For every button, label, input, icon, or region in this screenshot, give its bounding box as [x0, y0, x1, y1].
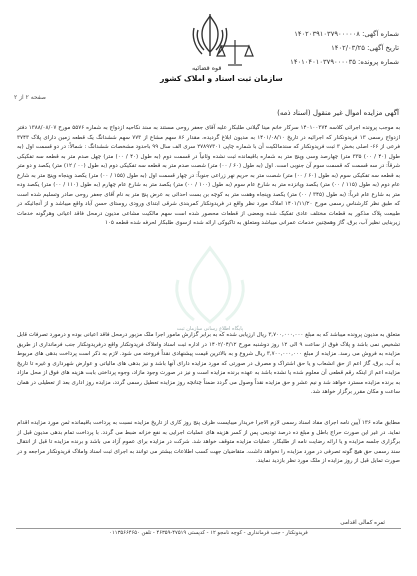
ad-date: تاریخ آگهی: ۱۴۰۲/۰۳/۲۵ [331, 44, 399, 52]
footer-address: فریدونکنار - جنب فرمانداری - کوچه نامجو ۱۲ - کدپستی ۴۷۵۱۹-۴۶۳۵۹ - تلفن ۰۱۱۳۵۶۶۴۶۵۰ [109, 530, 308, 536]
ad-title: آگهی مزایده اموال غیر منقول (اسناد ذمه) [277, 109, 399, 117]
body-paragraph-3: مطابق ماده ۱۳۶ آیین نامه اجرای مفاد اسناد رسمی لازم الاجرا خریدار میبایست ظرف پنج روز کاری از تاریخ مزایده نسبت به پرداخت باقیمانده ثمن مورد مزایده اقدام نماید. در غیر این صورت حراج باطل و مبلغ ده درصد تودیعی پس از کسر هزینه های عملیات اجرایی به نفع خزانه ضبط می گردد. با پرداخت تمام بدهی مدیون قبل از برگزاری جلسه مزایده و یا ارائه رضایت نامه از طلبکار، عملیات مزایده متوقف خواهد شد. شرکت در مزایده برای عموم آزاد می باشد و برنده مزایده تا قبل از انتقال سند رسمی حق هیچ گونه تصرفی در مورد مزایده را نخواهد داشت. متقاضیان جهت کسب اطلاعات بیشتر می توانند به اجرای ثبت اسناد واملاک فریدونکنار مراجعه و در صورت تمایل قبل از روز مزایده از ملک مورد نظر بازدید نمایند. [17, 420, 400, 465]
watermark-caption: پایگاه اطلاع رسانی سازمان ثبت [176, 326, 244, 332]
body-paragraph-1: به موجب پرونده اجرائی کلاسه ۱۴۰۱۰۰۳۷۴ سرکار خانم مینا گیلانی طلبکار علیه آقای جعفر روحی مستند به سند نکاحیه ازدواج به شماره ۵۵۷۶ مورخ ۱۳۸۸/۰۸/۰۷ دفتر ازدواج رسمی ۱۳ فریدونکنار که اجرائیه در تاریخ ۱۴۰۱/۰۸/۱۰ به مدیون ابلاغ گردیده، مقدار ۸۶ سهم مشاع از ۷۷۳ سهم ششدانگ یک قطعه زمین دارای پلاک ۳۷۴۳ فرعی از ۶۶- اصلی بخش ۳ ثبت فریدونکنار که سندمالکیت آن با شماره چاپی ۲۷۸۹۷۳۰۱ سری الف سال ۹۹ باحدود مشخصات ششدانگ : شمالاً: در دو قسمت اول (به طول (۴۰ / ۰۰) ۳۳۵ متر) چهارصد وسی وپنج متر به شماره باقیمانده ثبت نشده وثانیاً در قسمت دوم (به طول (۴۰ / ۰۰) متر) چهل صدم متر به قطعه سه تفکیکی شرقاً: در سه قسمت که قسمت سوم آن جنوبی است. اول (به طول (۶۰ / ۰۰) متر) شصت صدم متر به قطعه سه تفکیکی دوم (به طول (۰۰ / ۱۲) متر) یکصد و دو متر به قطعه سه تفکیکی سوم (به طول (۶۰ / ۰۰) متر) شصت متر به حریم نهر زراعی جنوباً: در چهار قسمت اول (به طول (۱۵۵ / ۰۰) متر) یکصد وپنجاه وپنج متر به شارع عام دوم (به طول (۱۱۵ / ۰۰) متر) یکصد وپانزده متر به شارع عام سوم (به طول (۱۰۰ / ۰۰) متر) یکصد متر به شارع عام چهارم (به طول (۱۱۰ / ۰۰) متر) یکصد وده متر به شارع عام غرباً: (به طول (۳۴۵ / ۰۰) متر) یکصد وپنجاه وهفت متر به کوچه بن بست احداثی به عرض پنج متر به نام آقای جعفر روحی صادر وتسلیم شده است که طبق نظر کارشناس رسمی مورخ ۱۴۰۱/۱۱/۲۰ املاک مورد نظر واقع در فریدونکنار کمربندی شرقی ابتدای ورودی روستای حسن آباد واقع میباشد و از آنجائیکه در طبیعت پلاک مذکور به قطعات مختلف عادی تفکیک شده وبعضی از قطعات محصور شده است سهم مالکیت مشاعی مدیون درمحل فاقد اعیانی وهرگونه خدمات زیربنایی نظیر آب، برق، گاز وهمچنین خدمات عمرانی میباشد ومتعلق به تاکیوکی ارائه شده ازسوی طلبکار لحرفه شده قطعه ۱۰۵ [17, 125, 401, 227]
footer-divider [16, 528, 401, 529]
org-name-line2: سازمان ثبت اسناد و املاک کشور [160, 74, 283, 83]
signature: ثمره کمالی اقدامی [340, 520, 385, 526]
ad-number: شماره آگهی: ۱۴۰۲۰۳۹۱۰۳۷۹۰۰۰۰۰۸ [294, 30, 399, 38]
watermark-emblem-icon [150, 240, 270, 330]
body-paragraph-2: متعلق به مدیون پرونده میباشد که به مبلغ ۳,۷۰۰,۰۰۰,۰۰۰ ریال ارزیابی شده که به برابر گزارش مامور اجرا ملک مزبور درمحل فاقد اعیانی بوده و درمورد تصرفات قابل تشخیص نمی باشد و پلاک فوق از ساعت ۹ الی ۱۲ روز دوشنبه مورخ ۱۴۰۲/۰۴/۱۲ در اداره ثبت اسناد واملاک فریدونکنار واقع درفریدونکنار جنب فرمانداری از طریق مزایده به فروش می رسد. مزایده از مبلغ ۳,۷۰۰,۰۰۰,۰۰۰ ریال شروع و به بالاترین قیمت پیشنهادی نقداً فروخته می شود. لازم به ذکر است پرداخت بدهی های مربوط به آب، برق، گاز اعم از حق انشعاب و یا حق اشتراک و مصرف در صورتی که مورد مزایده دارای آنها باشد و نیز بدهی های مالیاتی و عوارض شهرداری و غیره تا تاریخ مزایده اعم از اینکه رقم قطعی آن معلوم شده یا نشده باشد به عهده برنده مزایده است و نیز در صورت وجود مازاد، وجوه پرداختی بابت هزینه های فوق از محل مازاد به برنده مزایده مسترد خواهد شد و نیم عشر و حق مزایده نقداً وصول می گردد ضمناً چنانچه روز مزایده تعطیل رسمی گردد، مزایده روز اداری بعد از تعطیلی در همان ساعت و مکان مقرر برگزار خواهد شد. [17, 332, 401, 396]
org-name-line1: قوه قضائیه [192, 64, 222, 72]
page-number: صفحه ۲ از ۲ [14, 94, 46, 101]
case-number: شماره پرونده: ۱۴۰۱۰۴۰۱۰۳۷۹۰۰۰۰۳۵ [290, 58, 399, 66]
